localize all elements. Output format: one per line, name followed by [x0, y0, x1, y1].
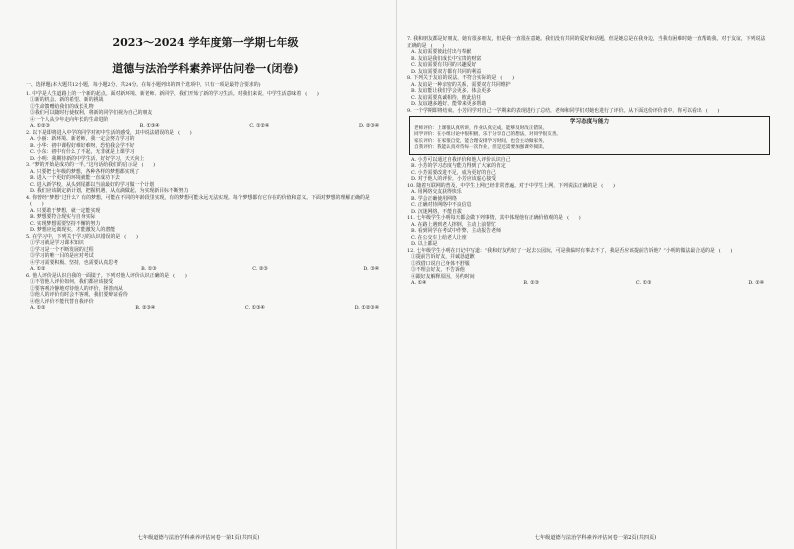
question-list-right — [407, 36, 770, 114]
option: ④一个人从少年走向年长的生命进阶 — [30, 116, 109, 123]
answer-blank: ( ) — [305, 90, 319, 97]
choice: C. ①③④ — [244, 305, 265, 312]
exam-title: 2023～2024 学年度第一学期七年级 — [112, 36, 299, 49]
choice: D. ③④ — [363, 266, 379, 273]
choice: D. ②③④ — [358, 123, 379, 130]
choice: B. ②③④ — [135, 305, 156, 312]
answer-blank: ( ) — [601, 182, 615, 189]
option: C. 实现梦想需要坚持不懈的努力 — [30, 220, 101, 227]
choice: A. ①②③ — [30, 123, 50, 130]
option: D. 友谊需要双方都有共同的利益 — [411, 68, 482, 75]
answer-blank: ( ) — [141, 162, 156, 169]
question-2 — [407, 215, 770, 248]
option: B. 进入一个更好的环境就能一直成功下去 — [30, 175, 120, 182]
option: C. 进入新学校，从头到尾都以当前最好的学习做一个计划 — [30, 181, 155, 188]
page-footer-left: 七年级道德与法治学科素养评估问卷一第1页(共四页) — [137, 535, 260, 541]
question-text: 6. 他人评价是认识自我的一面镜子。下列对他人评价认识正确的是 — [26, 272, 170, 279]
page-right — [397, 0, 794, 549]
answer-blank: ( ) — [567, 215, 581, 222]
option: C. 友谊需要有共同的兴趣爱好 — [411, 62, 477, 68]
option: C. 小东：初中有什么了不起，无非就是上课学习 — [30, 149, 135, 156]
option: ①新的机会、新的希望、新的挑战 — [30, 97, 104, 104]
question-2 — [26, 130, 385, 163]
question-list-left — [26, 91, 385, 312]
option: B. 小华：初中课程好难好难呀，恐怕我会学不好 — [30, 142, 135, 149]
question-1 — [26, 91, 385, 130]
section-intro: 一、选择题(本大题共12小题，每小题2分，共24分。在每小题列出的四个选项中，只有一项是最符合要求的) — [26, 82, 261, 88]
option: B. 看到同学在考试中作弊，主动报告老师 — [411, 228, 501, 235]
question-list-right-2 — [407, 183, 770, 287]
choice-row — [407, 280, 770, 287]
option: D. 我们应该制定新计划，把握机遇，从点滴做起，为实现新目标不断努力 — [30, 188, 189, 195]
option: A. 小丽：新环境、新老师，我一定会努力学习的 — [30, 136, 135, 143]
option: C. 在公交车上给老人让座 — [411, 234, 467, 241]
question-6 — [26, 273, 385, 312]
question-text: 10. 随着互联网的普及，中学生上网已经非常普遍。对于中学生上网，下列说法正确的是 — [407, 182, 598, 189]
question-text: 7. 我和朋友都是好朋友，她有很多朋友，但是我一直很在意她。我们没有共同的爱好和话题，但是她总是在我身边，当我有困难时她一直帮助我。对于友谊，下列说法正确的是 — [407, 36, 766, 49]
option: B. 梦想要符合现实与自身实际 — [30, 214, 96, 221]
question-3 — [26, 162, 385, 195]
choice: B. ①③④ — [139, 123, 160, 130]
choice: D. ①②③④ — [354, 305, 379, 312]
option: C. 友谊需要真诚相待，彼此信任 — [411, 94, 482, 101]
option: D. 友谊越多越好，能带来更多帮助 — [411, 101, 487, 107]
option: D. 梦想应远离现实，才能激发人的潜能 — [30, 227, 116, 234]
evaluation-line: 老师评价：上课很认真听讲，作业认真完成，能够及时改正错误。 — [414, 126, 548, 131]
choice: D. ②④ — [748, 280, 764, 287]
evaluation-line: 同学评价：在小组讨论中很积极，乐于分享自己的想法，对同学很友善。 — [414, 132, 562, 138]
answer-blank: ( ) — [30, 201, 44, 208]
choice-row — [26, 305, 385, 312]
page-footer-right: 七年级道德与法治学科素养评估问卷一第2页(共四页) — [534, 535, 657, 541]
question-text: 12. 七年级学生小明在日记中写道：“我和好友约好了一起去公园玩，可是我临时有事去不了，我是否应该提前告诉他？”小明的做法最合适的是 — [407, 247, 715, 254]
question-text: 1. 中学是人生道路上的一个新的起点。面对新环境、新老师、新同学，我们开始了新的学习生活。对我们来说，中学生活意味着 — [26, 90, 302, 97]
option: A. 在路上遇到老人摔倒，主动上前帮忙 — [411, 221, 496, 228]
choice: A. ①② — [30, 305, 46, 312]
option: ③不理会好友，不告诉他 — [411, 267, 465, 274]
option: ④学习需要积极、坚持，也需要认真思考 — [30, 259, 119, 266]
exam-subtitle: 道德与法治学科素养评估问卷一(闭卷) — [112, 62, 299, 75]
option: ①提前告诉好友，并诚恳道歉 — [411, 254, 475, 261]
choice: C. ①③ — [635, 280, 652, 287]
question-4 — [26, 195, 385, 234]
option: D. 沉迷网络，不能自拔 — [411, 208, 462, 215]
option: A. 友谊需要彼此付出与奉献 — [411, 49, 472, 55]
option: ①学习就是学习课本知识 — [30, 240, 84, 247]
option: B. 友谊是我们成长中宝贵的财富 — [411, 55, 482, 62]
choice: A. ①④ — [411, 280, 427, 287]
question-text: 11. 七年级学生小明每天都会做下列事情，其中体现他有正确价值观的是 — [407, 215, 564, 222]
option: D. 以上都是 — [411, 241, 438, 248]
option: ④跟好友解释原因，另约时间 — [411, 273, 475, 280]
question-1 — [407, 36, 770, 75]
option: ①不管他人评价如何，我们都应该接受 — [30, 279, 114, 286]
question-2 — [407, 75, 770, 108]
option: B. 学会正确使用网络 — [411, 195, 457, 202]
option: B. 小芳的学习态度与能力得到了大家的肯定 — [411, 163, 506, 170]
choice: C. ②③ — [252, 266, 268, 273]
option: A. 只要敢于梦想，就一定能实现 — [30, 207, 101, 214]
option: C. 正确对待网络中不良信息 — [411, 202, 472, 209]
option: A. 用网络交友获得快乐 — [411, 189, 462, 196]
option: ④他人评价不能代替自我评价 — [30, 298, 94, 305]
answer-blank: ( ) — [718, 247, 733, 254]
option: A. 小芳可以通过自我评价和他人评价认识自己 — [411, 156, 511, 163]
choice: A. ①② — [30, 266, 46, 273]
choice: C. ①②④ — [249, 123, 270, 130]
question-text: 2. 以下是即将进入中学的同学对初中生活的感受，其中说法错误的是 — [26, 129, 175, 136]
option: ③我们可以随时行使权利，将新的同学们视为自己的朋友 — [30, 110, 153, 117]
option: D. 对于他人的评价，小芳应该虚心接受 — [411, 176, 497, 183]
option: ②学习是一个不断发展的过程 — [30, 246, 94, 253]
option: ②生命馈赠给我们的成长礼物 — [30, 103, 94, 110]
q9-options — [407, 157, 770, 183]
option: ②找借口说自己身体不舒服 — [411, 260, 470, 267]
question-text: 4. 你曾经“梦想”过什么？有的梦想，可能在不同的年龄段里实现，有的梦想可能永远无法实现。每个梦想都有它存在的价值和意义。下面对梦想的理解正确的是 — [26, 194, 370, 201]
question-text: 3. “梦的开始是成功的一半。”这句话给我们的启示是 — [26, 162, 138, 169]
option: A. 只要把七年级的梦想，各种各样的梦想都实现了 — [30, 168, 140, 175]
option: A. 友谊是一种亲密的关系，需要双方共同维护 — [411, 81, 511, 88]
option: C. 小芳需要改进不足，成为更好的自己 — [411, 169, 496, 176]
question-3 — [407, 108, 770, 115]
option: ③他人的评价有时会不客观，我们要辩证看待 — [30, 292, 128, 299]
answer-blank: ( ) — [178, 129, 192, 136]
option: D. 小明：我期待新的中学生活，好好学习，天天向上 — [30, 155, 145, 162]
evaluation-line: 家长评价：在家很自觉，能合理安排学习时间，也会主动做家务。 — [414, 138, 548, 144]
question-3 — [407, 248, 770, 287]
question-5 — [26, 234, 385, 273]
question-text: 8. 下列关于友谊的说法，不符合实际的是 — [407, 75, 497, 81]
evaluation-table — [409, 116, 770, 155]
answer-blank: ( ) — [173, 272, 187, 279]
evaluation-line: 自我评价：我能认真对待每一次作业，但是还需要加强课外阅读。 — [414, 145, 548, 151]
answer-blank: ( ) — [124, 233, 138, 240]
answer-blank: ( ) — [705, 107, 720, 114]
question-1 — [407, 183, 770, 216]
evaluation-table-title: 学习态度与能力 — [569, 119, 610, 125]
answer-blank: ( ) — [430, 42, 445, 49]
question-text: 9. 一个学期即将结束。小芳同学对自己一学期来的表现进行了总结，老师和同学们对她也进行了评价。从下面这份评价表中，你可以看出 — [407, 107, 702, 114]
option: B. 友谊能让我们学会更多，体会更多 — [411, 88, 492, 94]
choice: B. ②③ — [523, 280, 539, 287]
choice: B. ①③ — [141, 266, 157, 273]
option: ③学习的唯一目的是应对考试 — [30, 253, 94, 260]
question-text: 5. 在学习中，下列关于学习的认识错误的是 — [26, 233, 121, 240]
option: ②要客观冷静地对待他人的评价，择善而从 — [30, 285, 123, 292]
answer-blank: ( ) — [500, 75, 514, 81]
